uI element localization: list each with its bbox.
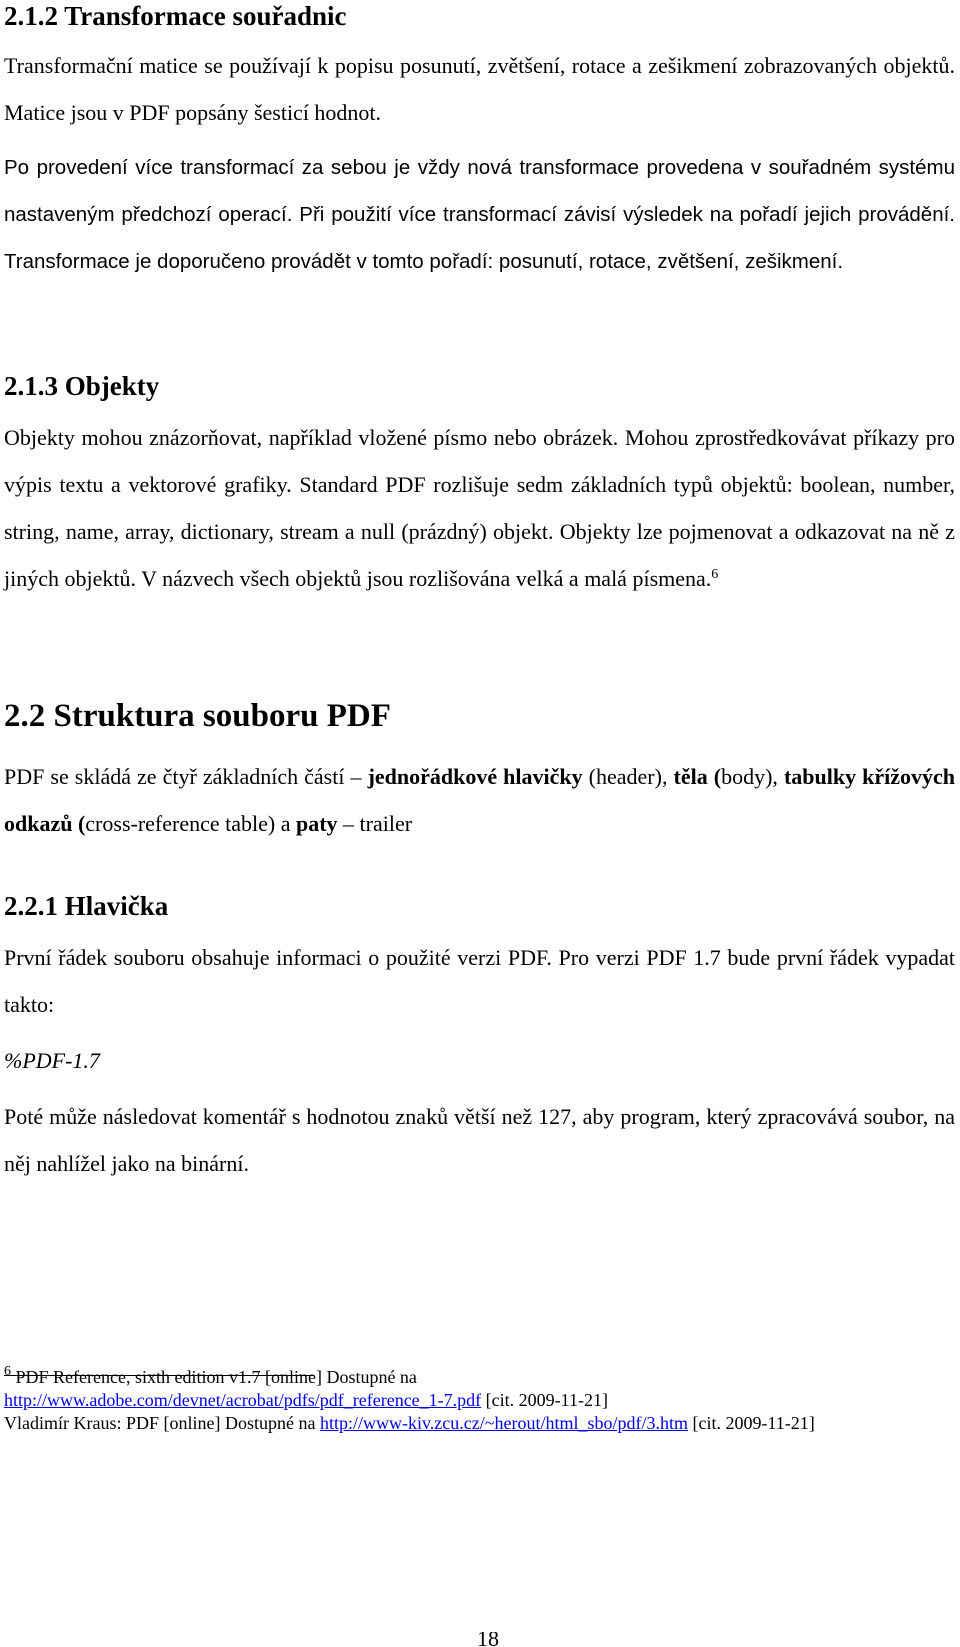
paragraph-objects: Objekty mohou znázorňovat, například vložené písmo nebo obrázek. Mohou zprostředkovávat příkazy pro výpis textu a vektorové grafiky. Standard PDF rozlišuje sedm základních typů objektů: boolean, number, string, name, array, dictionary, stream a null (prázdný) objekt. Objekty lze pojmenovat a odkazovat na ně z jiných objektů. V názvech všech objektů jsou rozlišována velká a malá písmena.$^6$: [4, 425, 955, 591]
code-pdf-version: %PDF-1.7: [4, 1048, 100, 1073]
section-heading-2-2: 2.2 Struktura souboru PDF: [4, 698, 391, 734]
paragraph-pdf-structure: PDF se skládá ze čtyř základních částí – jednořádkové hlavičky (header), těla (body), tabulky křížových odkazů (cross-reference table) a paty – trailer: [4, 764, 956, 836]
paragraph-transform-matrices: Transformační matice se používají k popisu posunutí, zvětšení, rotace a zešikmení zobrazovaných objektů. Matice jsou v PDF popsány šesticí hodnot.: [4, 53, 955, 125]
paragraph-transform-order: Po provedení více transformací za sebou je vždy nová transformace provedena v souřadném systému nastaveným předchozí operací. Při použití více transformací závisí výsledek na pořadí jejich provádění. Transformace je doporučeno provádět v tomto pořadí: posunutí, rotace, zvětšení, zešikmení.: [4, 156, 955, 273]
footnote-number: 6: [4, 1364, 11, 1379]
page-number: 18: [477, 1632, 499, 1646]
footnote-reference: 6: [711, 567, 719, 582]
section-heading-2-1-3: 2.1.3 Objekty: [4, 371, 160, 401]
section-heading-2-2-1: 2.2.1 Hlavička: [4, 891, 169, 921]
footnote-link-zcu[interactable]: http://www-kiv.zcu.cz/~herout/html_sbo/pdf/3.htm: [319, 1413, 688, 1433]
paragraph-binary-comment: Poté může následovat komentář s hodnotou znaků větší než 127, aby program, který zpracovává soubor, na něj nahlížel jako na binární.: [4, 1104, 955, 1176]
section-heading-2-1-2: 2.1.2 Transformace souřadnic: [4, 1, 347, 31]
footnote-link-adobe[interactable]: http://www.adobe.com/devnet/acrobat/pdfs/pdf_reference_1-7.pdf: [4, 1390, 482, 1410]
footnote: $^6$ PDF Reference, sixth edition v1.7 [online] Dostupné na http://www.adobe.com/devnet/acrobat/pdfs/pdf_reference_1-7.pdf [cit. 2009-11-21] Vladimír Kraus: PDF [online] Dostupné na http://www-kiv.zcu.cz/~herout/html_sbo/pdf/3.htm [cit. 2009-11-21]: [4, 1364, 815, 1433]
paragraph-header-info: První řádek souboru obsahuje informaci o použité verzi PDF. Pro verzi PDF 1.7 bude první řádek vypadat takto:: [4, 945, 955, 1017]
